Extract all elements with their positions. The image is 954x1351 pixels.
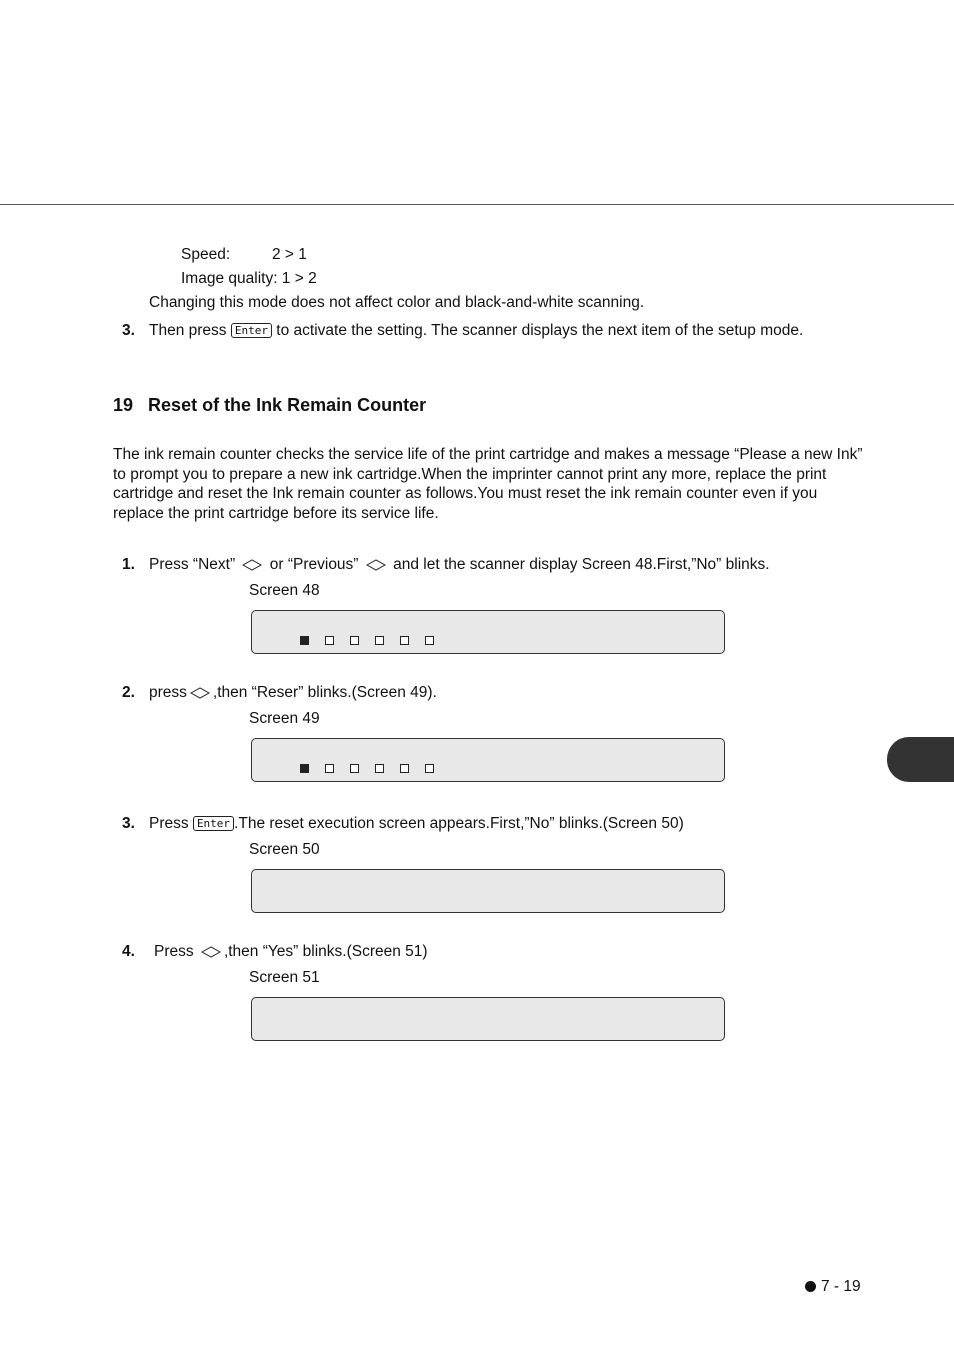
lcd-screen-51	[251, 997, 725, 1041]
section-number: 19	[113, 395, 134, 415]
page-number: 7 - 19	[821, 1278, 861, 1295]
page-footer	[805, 1278, 861, 1296]
screen-label: Screen 50	[249, 841, 320, 858]
section-heading	[113, 395, 426, 416]
step-number: 2.	[122, 684, 135, 701]
next-key-icon	[242, 559, 262, 571]
screen-label: Screen 51	[249, 969, 320, 986]
step-text: Press ,then “Yes” blinks.(Screen 51)	[154, 943, 428, 960]
chapter-tab	[887, 737, 954, 782]
speed-value: 2 > 1	[272, 246, 307, 263]
lcd-indicator-off	[350, 764, 359, 773]
step-text-before: Then press	[149, 322, 227, 339]
step-number: 1.	[122, 556, 135, 573]
step-text: Press Enter .The reset execution screen appears.First,”No” blinks.(Screen 50)	[149, 815, 684, 832]
section-title: Reset of the Ink Remain Counter	[148, 395, 427, 415]
lcd-indicators	[300, 636, 434, 645]
bullet-icon	[805, 1281, 816, 1292]
mode-note: Changing this mode does not affect color and black-and-white scanning.	[149, 294, 645, 311]
lcd-indicator-off	[325, 636, 334, 645]
lcd-indicator-off	[425, 764, 434, 773]
step-number: 4.	[122, 943, 135, 960]
next-key-icon	[190, 687, 210, 699]
section-intro: The ink remain counter checks the service life of the print cartridge and makes a message “Please a new Ink” to prompt you to prepare a new ink cartridge.When the imprinter cannot print any more, replace the print cartridge and reset the Ink remain counter as follows.You must reset the ink remain counter even if you replace the print cartridge before its service life.	[113, 446, 863, 522]
screen-label: Screen 49	[249, 710, 320, 727]
enter-key-icon: Enter	[193, 816, 234, 831]
lcd-indicators	[300, 764, 434, 773]
lcd-indicator-off	[375, 764, 384, 773]
enter-key-icon: Enter	[231, 323, 272, 338]
next-key-icon	[201, 946, 221, 958]
screen-label: Screen 48	[249, 582, 320, 599]
previous-key-icon	[366, 559, 386, 571]
step-text: Press “Next” or “Previous” and let the scanner display Screen 48.First,”No” blinks.	[149, 556, 770, 573]
lcd-indicator-off	[400, 764, 409, 773]
lcd-indicator-off	[350, 636, 359, 645]
lcd-screen-49	[251, 738, 725, 782]
step-text: press ,then “Reser” blinks.(Screen 49).	[149, 684, 437, 701]
step-number: 3.	[122, 815, 135, 832]
lcd-indicator-on	[300, 636, 309, 645]
lcd-indicator-off	[375, 636, 384, 645]
speed-label: Speed:	[181, 246, 231, 263]
lcd-screen-48	[251, 610, 725, 654]
lcd-indicator-on	[300, 764, 309, 773]
image-quality-line: Image quality: 1 > 2	[181, 270, 317, 287]
step-number: 3.	[122, 322, 135, 339]
header-rule	[0, 204, 954, 205]
step-text-after: to activate the setting. The scanner displays the next item of the setup mode.	[276, 322, 804, 339]
step-text	[149, 322, 803, 340]
lcd-screen-50	[251, 869, 725, 913]
lcd-indicator-off	[400, 636, 409, 645]
lcd-indicator-off	[425, 636, 434, 645]
lcd-indicator-off	[325, 764, 334, 773]
